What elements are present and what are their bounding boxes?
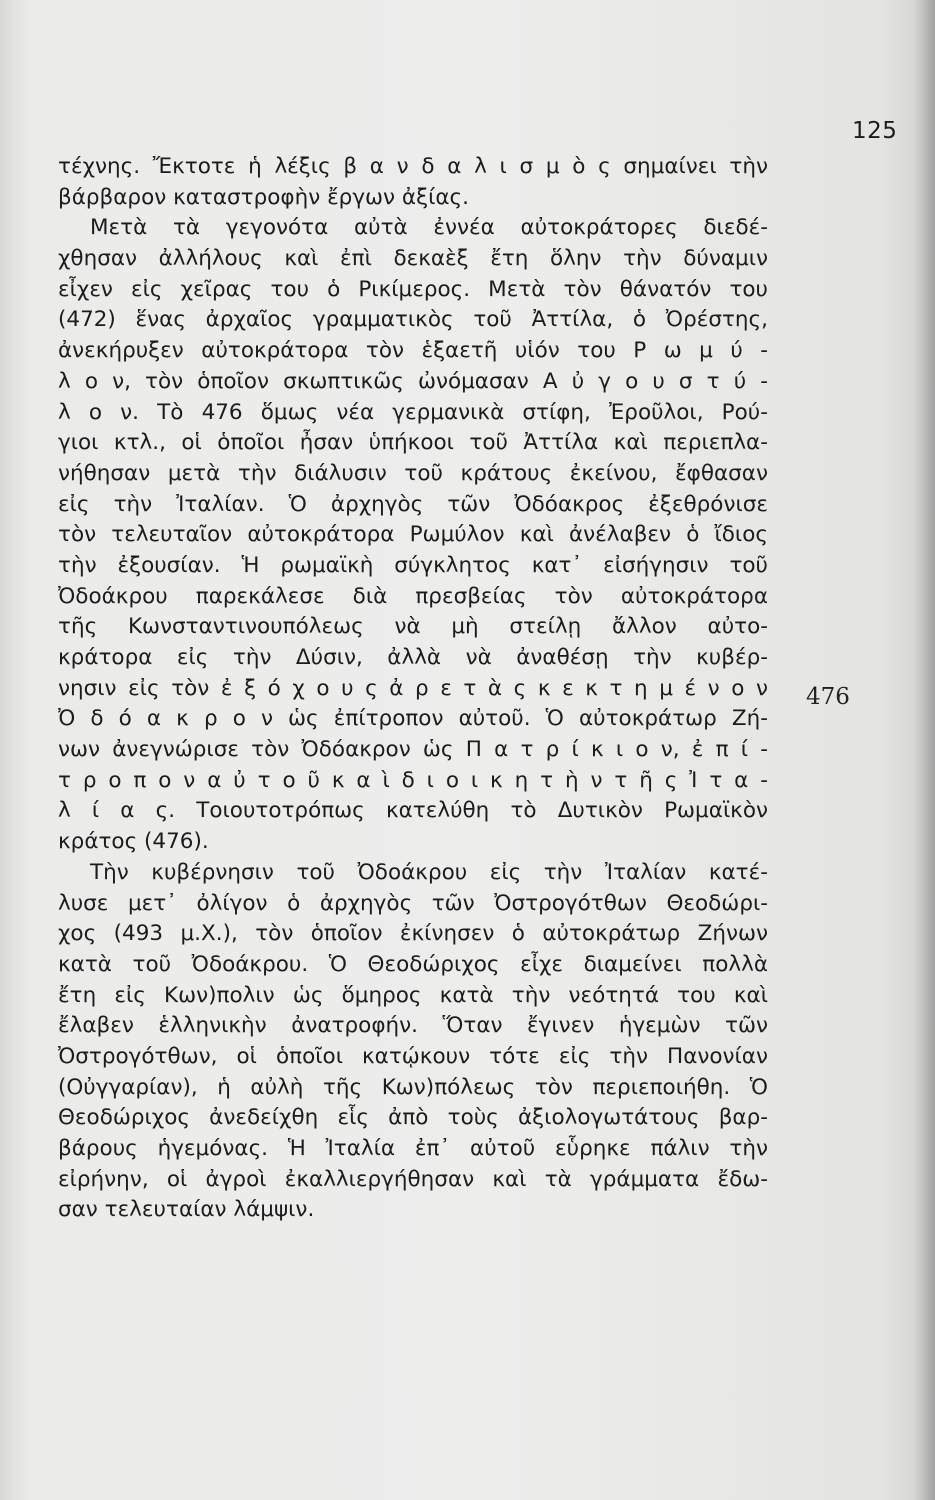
text-line: Τὴν κυβέρνησιν τοῦ Ὀδοάκρου εἰς τὴν Ἰταλίαν κατέ- — [90, 859, 768, 885]
text-line: λυσε μετ᾽ ὀλίγον ὁ ἀρχηγὸς τῶν Ὀστρογότθων Θεοδώρι- — [58, 890, 768, 916]
text-line: νήθησαν μετὰ τὴν διάλυσιν τοῦ κράτους ἐκείνου, ἔφθασαν — [58, 460, 768, 486]
text-line: εἰς τὴν Ἰταλίαν. Ὁ ἀρχηγὸς τῶν Ὀδόακρος ἐξεθρόνισε — [58, 491, 768, 517]
text-line: (472) ἕνας ἀρχαῖος γραμματικὸς τοῦ Ἀττίλα, ὁ Ὀρέστης, — [58, 307, 768, 333]
text-line: τ ρ ο π ο ν α ὐ τ ο ῦ κ α ὶ δ ι ο ι κ η τ ὴ ν τ ῆ ς Ἰ τ α - — [58, 767, 768, 793]
text-line: κατὰ τοῦ Ὀδοάκρου. Ὁ Θεοδώριχος εἶχε διαμείνει πολλὰ — [58, 951, 768, 977]
text-line: χος (493 μ.Χ.), τὸν ὁποῖον ἐκίνησεν ὁ αὐτοκράτωρ Ζήνων — [58, 921, 768, 947]
text-line: ἔλαβεν ἑλληνικὴν ἀνατροφήν. Ὅταν ἔγινεν ἡγεμὼν τῶν — [58, 1013, 768, 1039]
margin-note: 476 — [806, 684, 850, 710]
body-text — [58, 152, 768, 1226]
text-line: Ὀ δ ό α κ ρ ο ν ὡς ἐπίτροπον αὐτοῦ. Ὁ αὐτοκράτωρ Ζή- — [58, 706, 768, 732]
text-line: τὴν ἐξουσίαν. Ἡ ρωμαϊκὴ σύγκλητος κατ᾽ εἰσήγησιν τοῦ — [58, 552, 768, 578]
text-line: γιοι κτλ., οἱ ὁποῖοι ἦσαν ὑπήκοοι τοῦ Ἀττίλα καὶ περιεπλα- — [58, 430, 768, 456]
text-line: λ ο ν. Τὸ 476 ὅμως νέα γερμανικὰ στίφη, Ἐροῦλοι, Ρού- — [58, 399, 768, 425]
text-line: κράτος (476). — [58, 829, 209, 855]
text-line: εἰρήνην, οἱ ἀγροὶ ἐκαλλιεργήθησαν καὶ τὰ γράμματα ἔδω- — [58, 1166, 768, 1192]
text-line: Ὀδοάκρου παρεκάλεσε διὰ πρεσβείας τὸν αὐτοκράτορα — [58, 583, 768, 609]
page-binding-shadow — [913, 0, 935, 1500]
text-line: τὸν τελευταῖον αὐτοκράτορα Ρωμύλον καὶ ἀνέλαβεν ὁ ἴδιος — [58, 522, 768, 548]
page-number: 125 — [852, 118, 898, 144]
text-line: σαν τελευταίαν λάμψιν. — [58, 1197, 315, 1223]
text-line: ἔτη εἰς Κων)πολιν ὡς ὅμηρος κατὰ τὴν νεότητά του καὶ — [58, 982, 768, 1008]
text-line: λ ο ν, τὸν ὁποῖον σκωπτικῶς ὠνόμασαν Α ὐ γ ο υ σ τ ύ - — [58, 368, 768, 394]
text-line: Ὀστρογότθων, οἱ ὁποῖοι κατῴκουν τότε εἰς τὴν Πανονίαν — [58, 1043, 768, 1069]
text-line: τῆς Κωνσταντινουπόλεως νὰ μὴ στείλῃ ἄλλον αὐτο- — [58, 614, 768, 640]
text-line: (Οὐγγαρίαν), ἡ αὐλὴ τῆς Κων)πόλεως τὸν περιεποιήθη. Ὁ — [58, 1074, 768, 1100]
text-line: τέχνης. Ἔκτοτε ἡ λέξις β α ν δ α λ ι σ μ ὸ ς σημαίνει τὴν — [58, 154, 768, 179]
text-line: Θεοδώριχος ἀνεδείχθη εἷς ἀπὸ τοὺς ἀξιολογωτάτους βαρ- — [58, 1105, 768, 1131]
text-line: χθησαν ἀλλήλους καὶ ἐπὶ δεκαὲξ ἔτη ὅλην τὴν δύναμιν — [58, 246, 768, 272]
text-line: βάρβαρον καταστροφὴν ἔργων ἀξίας. — [58, 184, 469, 210]
text-line: λ ί α ς. Τοιουτοτρόπως κατελύθη τὸ Δυτικὸν Ρωμαϊκὸν — [58, 798, 768, 824]
text-line: ἀνεκήρυξεν αὐτοκράτορα τὸν ἑξαετῆ υἱόν του Ρ ω μ ύ - — [58, 338, 768, 364]
text-line: νησιν εἰς τὸν ἐ ξ ό χ ο υ ς ἀ ρ ε τ ὰ ς κ ε κ τ η μ έ ν ο ν — [58, 675, 768, 701]
text-line: κράτορα εἰς τὴν Δύσιν, ἀλλὰ νὰ ἀναθέσῃ τὴν κυβέρ- — [58, 645, 768, 670]
text-line: εἶχεν εἰς χεῖρας του ὁ Ρικίμερος. Μετὰ τὸν θάνατόν του — [58, 276, 768, 302]
text-line: Μετὰ τὰ γεγονότα αὐτὰ ἐννέα αὐτοκράτορες διεδέ- — [90, 215, 768, 241]
text-line: νων ἀνεγνώρισε τὸν Ὀδόακρον ὡς Π α τ ρ ί κ ι ο ν, ἐ π ί - — [58, 737, 768, 763]
text-line: βάρους ἡγεμόνας. Ἡ Ἰταλία ἐπ᾽ αὐτοῦ εὗρηκε πάλιν τὴν — [58, 1136, 768, 1161]
